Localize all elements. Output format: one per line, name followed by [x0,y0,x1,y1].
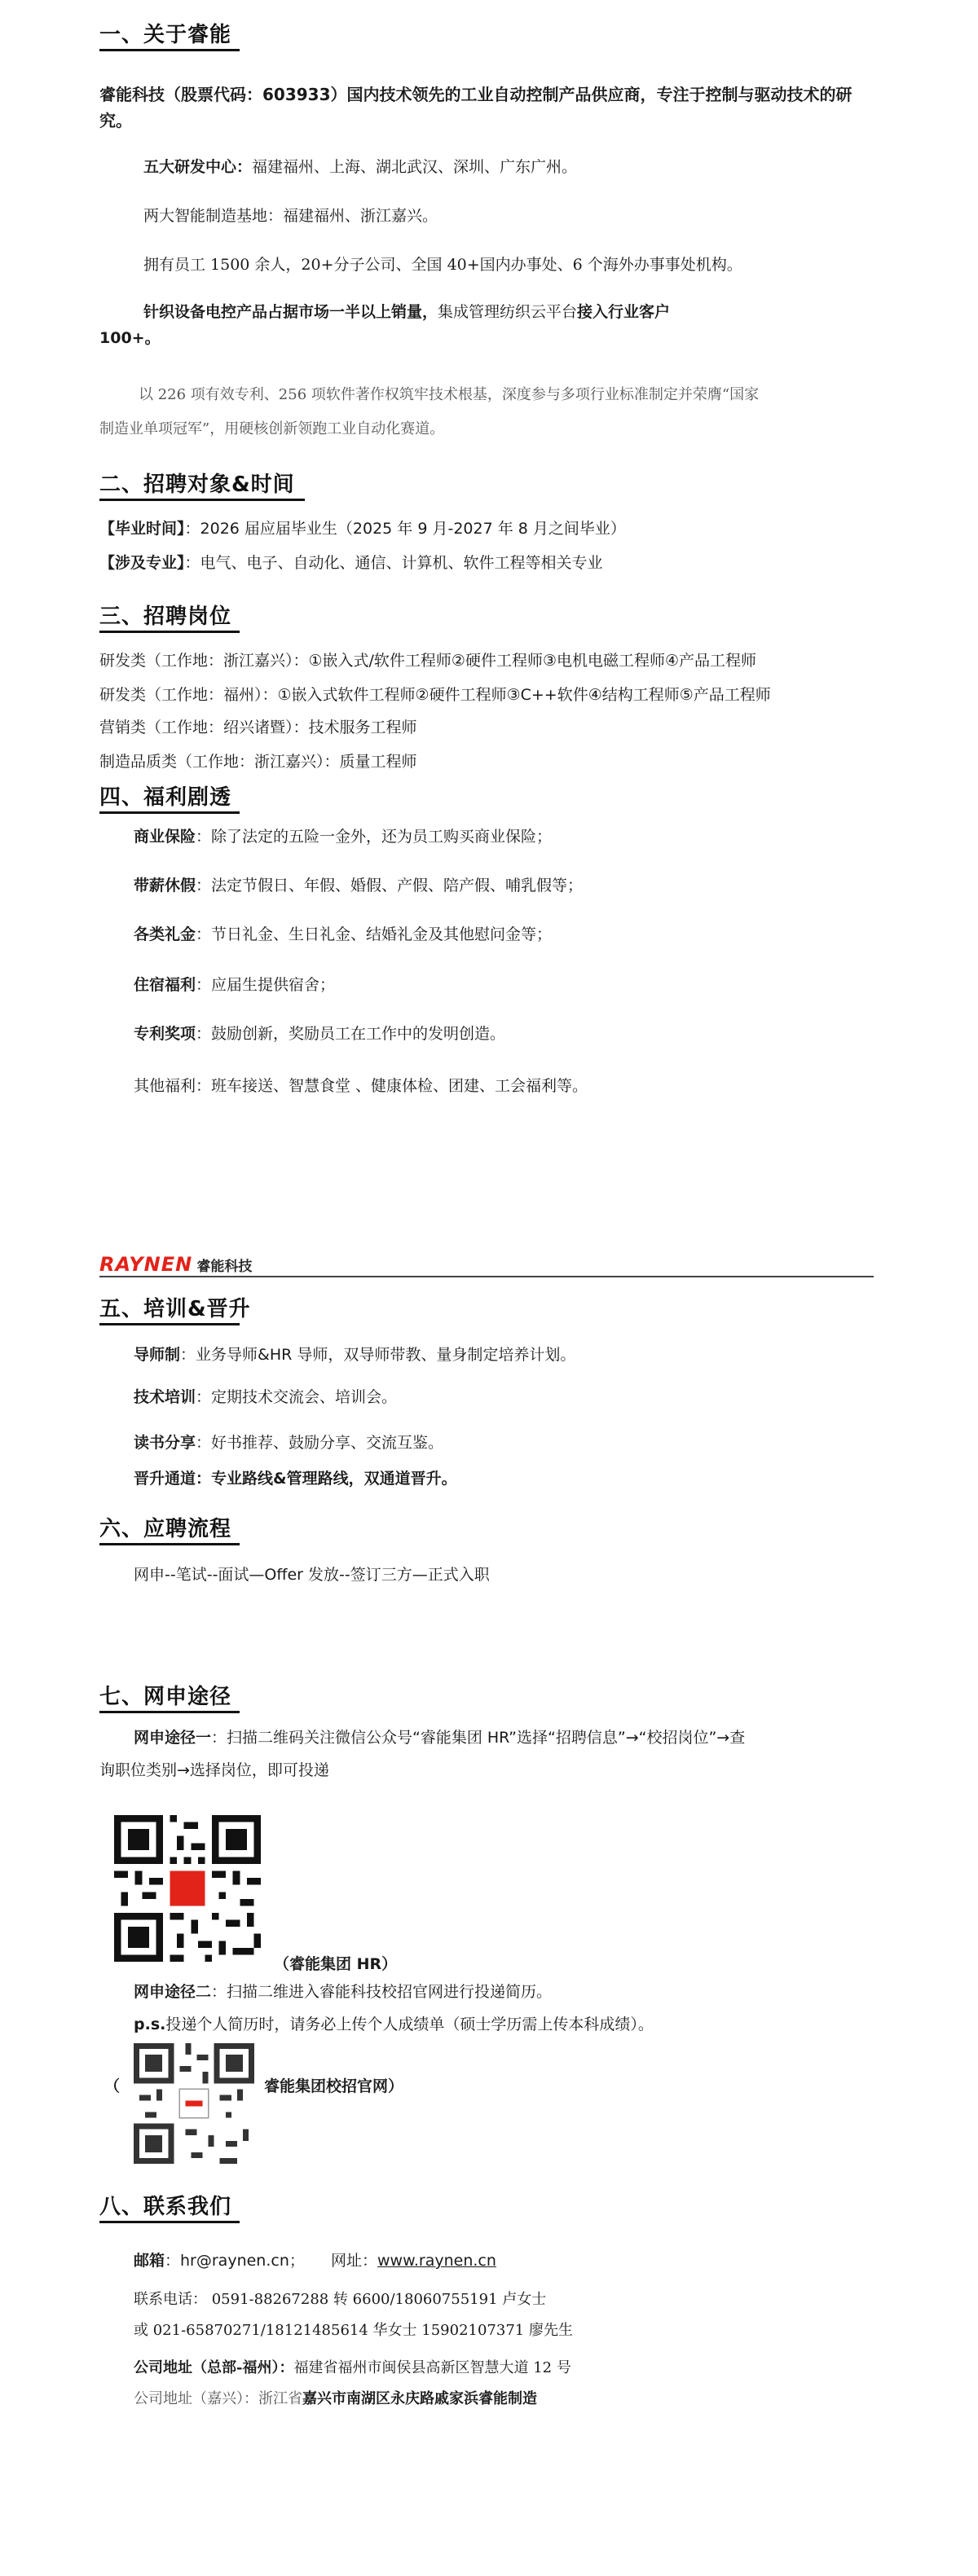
apply-way-1-label: 网申途径一 [134,1729,212,1747]
contact-email-web [134,2249,496,2270]
benefit-text: ：鼓励创新，奖励员工在工作中的发明创造。 [196,1025,506,1043]
apply-way-1 [134,1725,745,1747]
address-hq-value: 福建省福州市闽侯县高新区智慧大道 12 号 [293,2359,571,2376]
apply-way-1-cont: 询职位类别→选择岗位，即可投递 [99,1761,329,1779]
manufacturing-bases: 两大智能制造基地：福建福州、浙江嘉兴。 [143,207,438,225]
page-divider [99,1276,874,1277]
section-title-recruit-target: 二、招聘对象&时间 [99,473,295,497]
graduation-time-value: ：2026 届应届毕业生（2025 年 9 月-2027 年 8 月之间毕业） [184,520,626,538]
title-underline [99,49,240,51]
title-underline [99,1711,240,1713]
benefit-item [134,922,552,944]
graduation-time-label: 【毕业时间】 [99,520,185,538]
benefit-item [134,873,583,895]
rd-centers-label: 五大研发中心： [143,158,253,176]
web-label: 网址： [330,2252,377,2270]
apply-way-1-text: ：扫描二维码关注微信公众号“睿能集团 HR”选择“招聘信息”→“校招岗位”→查 [211,1729,746,1747]
address-jiaxing-label: 公司地址（嘉兴）：浙江省 [134,2390,302,2407]
title-underline [99,631,240,633]
training-label: 技术培训 [134,1388,196,1406]
patent-line-2: 制造业单项冠军”，用硬核创新领跑工业自动化赛道。 [99,420,445,437]
benefit-text: ：法定节假日、年假、婚假、产假、陪产假、哺乳假等； [196,877,584,895]
website-qr-code[interactable] [134,2043,254,2164]
knit-info-b: 集成管理纺织云平台 [438,303,578,321]
staff-info: 拥有员工 1500 余人，20+分子公司、全国 40+国内办事处、6 个海外办事事处机构。 [143,256,742,274]
section-title-benefits: 四、福利剧透 [99,785,232,810]
contact-phone-2: 或 021-65870271/18121485614 华女士 15902107371 廖先生 [134,2322,573,2339]
address-hq [134,2356,571,2377]
majors-label: 【涉及专业】 [99,554,185,572]
benefit-item [134,973,335,995]
title-underline [99,1543,240,1545]
position-line: 研发类（工作地：浙江嘉兴）：①嵌入式/软件工程师②硬件工程师③电机电磁工程师④产品工程师 [99,652,757,670]
qr2-open-paren: （ [104,2077,121,2095]
benefit-label: 住宿福利 [134,976,196,994]
training-item [134,1431,443,1453]
patent-line-1: 以 226 项有效专利、256 项软件著作权筑牢技术根基，深度参与多项行业标准制定并荣膺“国家 [139,386,760,403]
address-jiaxing [134,2387,537,2408]
benefit-text: ：应届生提供宿舍； [196,976,336,994]
benefit-label: 商业保险 [134,828,196,846]
training-text: ：好书推荐、鼓励分享、交流互鉴。 [196,1434,444,1452]
benefit-label: 专利奖项 [134,1025,196,1043]
title-underline [99,1323,240,1325]
benefit-text: ：节日礼金、生日礼金、结婚礼金及其他慰问金等； [196,925,553,943]
training-item [134,1385,397,1407]
section-title-contact: 八、联系我们 [99,2195,232,2219]
section-title-positions: 三、招聘岗位 [99,604,232,629]
knit-info-a: 针织设备电控产品占据市场一半以上销量， [143,303,438,321]
apply-way-2-label: 网申途径二 [134,1983,212,2001]
apply-way-2 [134,1980,552,2002]
knit-info-c: 接入行业客户 [577,303,671,321]
address-hq-label: 公司地址（总部-福州）： [134,2359,294,2376]
position-line: 营销类（工作地：绍兴诸暨）：技术服务工程师 [99,719,417,736]
title-underline [99,2221,240,2223]
qr1-caption: （睿能集团 HR） [274,1955,398,1973]
knit-info [143,300,670,322]
promotion-channel: 晋升通道：专业路线&管理路线，双通道晋升。 [134,1470,457,1488]
raynen-logo [99,1253,252,1276]
training-item [134,1343,575,1365]
benefit-item [134,1022,505,1044]
majors [99,551,603,573]
wechat-qr-code[interactable] [114,1815,261,1962]
rd-centers-value: 福建福州、上海、湖北武汉、深圳、广东广州。 [252,158,578,176]
application-flow: 网申--笔试--面试—Offer 发放--签订三方—正式入职 [134,1566,490,1584]
logo-cn: 睿能科技 [196,1259,253,1275]
logo-brand: RAYNEN [99,1253,193,1276]
ps-text: 投递个人简历时，请务必上传个人成绩单（硕士学历需上传本科成绩）。 [165,2016,654,2033]
section-title-training: 五、培训&晋升 [99,1297,251,1321]
title-underline [99,499,305,501]
section-title-process: 六、应聘流程 [99,1517,232,1541]
ps-label: p.s. [134,2016,166,2033]
contact-phone-1: 联系电话： 0591-88267288 转 6600/18060755191 卢女士 [134,2291,547,2308]
graduation-time [99,517,626,538]
address-jiaxing-value: 嘉兴市南湖区永庆路戚家浜睿能制造 [302,2390,537,2407]
benefit-label: 各类礼金 [134,925,196,943]
email-value[interactable]: ：hr@raynen.cn； [165,2252,305,2270]
title-underline [99,811,240,814]
position-line: 制造品质类（工作地：浙江嘉兴）：质量工程师 [99,753,417,771]
position-line: 研发类（工作地：福州）：①嵌入式软件工程师②硬件工程师③C++软件④结构工程师⑤产品工程师 [99,686,771,704]
majors-value: ：电气、电子、自动化、通信、计算机、软件工程等相关专业 [184,554,603,572]
benefit-item [134,824,552,846]
apply-way-2-text: ：扫描二维进入睿能科技校招官网进行投递简历。 [211,1983,553,2001]
section-title-about: 一、关于睿能 [99,23,232,47]
rd-centers [143,155,577,177]
benefit-text: ：除了法定的五险一金外，还为员工购买商业保险； [196,828,553,846]
training-label: 导师制 [134,1346,181,1364]
section-title-apply-channels: 七、网申途径 [99,1685,232,1709]
qr2-caption: 睿能集团校招官网） [264,2077,404,2095]
benefit-label: 带薪休假 [134,877,196,895]
email-label: 邮箱 [134,2252,165,2270]
knit-info-d: 100+。 [99,329,161,347]
training-text: ：定期技术交流会、培训会。 [196,1388,398,1406]
ps-note [134,2012,654,2034]
company-intro: 睿能科技（股票代码：603933）国内技术领先的工业自动控制产品供应商，专注于控制与驱动技术的研究。 [99,85,852,130]
benefit-item-other: 其他福利：班车接送、智慧食堂 、健康体检、团建、工会福利等。 [134,1077,588,1095]
training-text: ：业务导师&HR 导师，双导师带教、量身制定培养计划。 [180,1346,576,1364]
training-label: 读书分享 [134,1434,196,1452]
web-link[interactable]: www.raynen.cn [377,2252,496,2270]
